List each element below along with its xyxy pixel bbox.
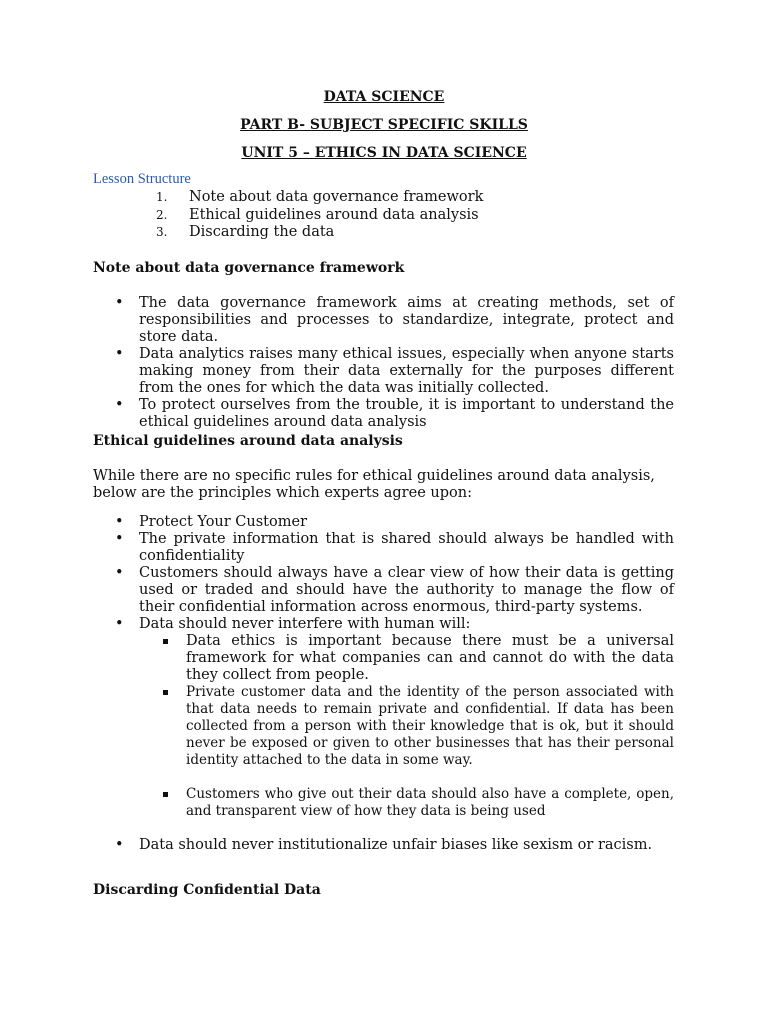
doc-title: DATA SCIENCE: [323, 89, 445, 105]
list-item: Customers who give out their data should also have a complete, open, and transparent view of how they data is being used: [0, 786, 768, 820]
list-item: Private customer data and the identity of the person associated with that data needs to remain private and confidential. If data has been collected from a person with their knowledge that is ok, but it should never be exposed or given to other businesses that has their personal identity attached to the data in some way.: [0, 684, 768, 769]
list-item: • To protect ourselves from the trouble, it is important to understand the ethical guidelines around data analysis: [115, 397, 674, 430]
square-bullet-icon: [163, 792, 168, 797]
document-page: DATA SCIENCE PART B- SUBJECT SPECIFIC SKILLS UNIT 5 – ETHICS IN DATA SCIENCE Lesson Structure 1. Note about data governance framework 2. Ethical guidelines around data analysis 3. Discarding the data Note about data governance framework • The data governance framework aims at creating methods, set of responsibilities and processes to standardize, integrate, protect and store data. • Data analytics raises many ethical issues, especially when anyone starts making money from their data externally for the purposes different from the ones for which the data was initially collected. • To protect ourselves from the trouble, it is important to understand the ethical guidelines around data analysis Ethical guidelines around data analysis While there are no specific rules for ethical guidelines around data analysis, below are the principles which experts agree upon: • Protect Your Customer • The private information that is shared should always be handled with confidentiality • Customers should always have a clear view of how their data is getting used or traded and should have the authority to manage the flow of their confidential information across enormous, third-party systems. • Data should never interfere with human will: Data ethics is important because there must be a universal framework for what companies can and cannot do with the data they collect from people. Private customer data and the identity of the person associated with that data needs to remain private and confidential. If data has been collected from a person with their knowledge that is ok, but it should never be exposed or given to other businesses that has their personal identity attached to the data in some way. Customers who give out their data should also have a complete, open, and transparent view of how they data is being used • Data should never institutionalize unfair biases like sexism or racism. Discarding Confidential Data: [0, 0, 768, 1024]
section-heading-ethics: Ethical guidelines around data analysis: [93, 433, 403, 449]
square-bullet-icon: [163, 639, 168, 644]
ethics-intro-paragraph: While there are no specific rules for ethical guidelines around data analysis, below are the principles which experts agree upon:: [93, 468, 655, 501]
list-item: • Protect Your Customer: [115, 514, 307, 530]
ethics-bullet-list: [0, 514, 768, 854]
list-item: • Data should never institutionalize unfair biases like sexism or racism.: [115, 837, 653, 853]
section-heading-governance: Note about data governance framework: [93, 260, 405, 276]
list-item: • The data governance framework aims at creating methods, set of responsibilities and processes to standardize, integrate, protect and store data.: [115, 295, 674, 345]
square-bullet-icon: [163, 690, 168, 695]
lesson-structure-title: Lesson Structure: [93, 171, 191, 187]
governance-bullet-list: [0, 295, 768, 431]
list-item: • Data should never interfere with human will:: [115, 616, 471, 632]
list-item: • Data analytics raises many ethical issues, especially when anyone starts making money from their data externally for the purposes different from the ones for which the data was initially collected.: [115, 346, 674, 396]
section-heading-discarding: Discarding Confidential Data: [93, 882, 321, 898]
list-item: • The private information that is shared should always be handled with confidentiality: [115, 531, 674, 564]
list-item: Data ethics is important because there must be a universal framework for what companies can and cannot do with the data they collect from people.: [0, 633, 768, 684]
doc-unit: UNIT 5 – ETHICS IN DATA SCIENCE: [241, 145, 527, 161]
list-item: • Customers should always have a clear view of how their data is getting used or traded and should have the authority to manage the flow of their confidential information across enormous, third-party systems.: [115, 565, 674, 615]
doc-part: PART B- SUBJECT SPECIFIC SKILLS: [240, 117, 528, 133]
